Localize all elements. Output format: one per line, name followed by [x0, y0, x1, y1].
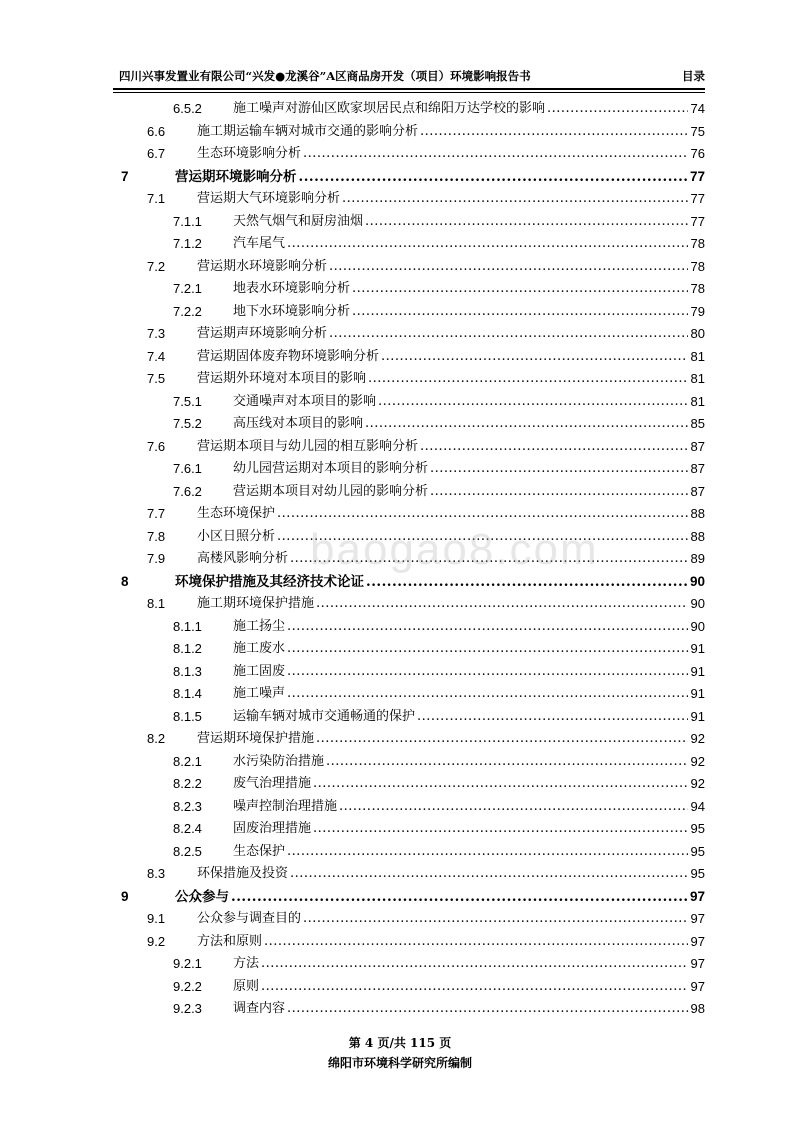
toc-entry[interactable]	[113, 301, 705, 324]
toc-entry-title: 水污染防治措施	[233, 753, 325, 769]
toc-entry[interactable]	[113, 256, 705, 279]
toc-entry-title: 公众参与调查目的	[197, 911, 302, 926]
toc-entry-page: 75	[690, 123, 705, 139]
toc-entry[interactable]	[113, 796, 705, 819]
toc-entry[interactable]	[113, 638, 705, 661]
toc-entry-number: 8.2.4	[173, 821, 202, 836]
toc-entry-page: 78	[690, 236, 705, 251]
toc-dot-leader	[287, 233, 688, 256]
toc-dot-leader	[430, 458, 688, 481]
toc-entry-title: 高楼风影响分析	[197, 551, 289, 566]
toc-dot-leader	[287, 683, 688, 706]
toc-entry-page: 90	[689, 573, 705, 589]
toc-entry-title: 营运期本项目对幼儿园的影响分析	[233, 483, 429, 499]
toc-dot-leader	[547, 98, 688, 121]
toc-entry-number: 7.2.1	[173, 281, 202, 296]
toc-entry-title: 营运期本项目与幼儿园的相互影响分析	[197, 438, 419, 454]
toc-entry-title: 施工噪声	[233, 686, 286, 701]
toc-entry[interactable]	[113, 593, 705, 616]
toc-dot-leader	[430, 481, 688, 504]
toc-entry-number: 7.1	[147, 191, 166, 206]
toc-entry-page: 87	[690, 438, 705, 454]
toc-dot-leader	[287, 998, 688, 1021]
toc-dot-leader	[287, 841, 688, 864]
toc-entry-page: 81	[690, 393, 705, 409]
toc-entry-title: 方法	[233, 956, 260, 971]
toc-entry-number: 7.6.1	[173, 461, 202, 476]
toc-entry[interactable]	[113, 908, 705, 931]
toc-dot-leader	[316, 593, 688, 616]
toc-entry[interactable]	[113, 683, 705, 706]
toc-dot-leader	[417, 706, 688, 729]
toc-entry-page: 97	[690, 933, 705, 949]
toc-entry-title: 施工扬尘	[233, 618, 286, 634]
toc-entry-number: 6.7	[147, 146, 166, 161]
toc-entry[interactable]	[113, 998, 705, 1021]
toc-entry[interactable]	[113, 368, 705, 391]
toc-entry[interactable]	[113, 233, 705, 256]
page-header	[113, 68, 705, 88]
toc-dot-leader	[299, 166, 687, 189]
toc-entry[interactable]	[113, 121, 705, 144]
toc-entry-number: 8.2.1	[173, 753, 202, 769]
toc-dot-leader	[420, 121, 688, 144]
toc-entry-title: 高压线对本项目的影响	[233, 416, 364, 431]
toc-entry[interactable]	[113, 976, 705, 999]
toc-entry-page: 90	[690, 618, 705, 634]
toc-entry-page: 97	[690, 911, 705, 926]
toc-entry-page: 77	[690, 213, 705, 229]
toc-entry-title: 交通噪声对本项目的影响	[233, 393, 377, 409]
toc-dot-leader	[329, 256, 688, 279]
toc-entry-title: 施工噪声对游仙区欧家坝居民点和绵阳万达学校的影响	[233, 101, 546, 116]
toc-entry[interactable]	[113, 818, 705, 841]
toc-entry-page: 95	[690, 843, 705, 859]
toc-entry-title: 噪声控制治理措施	[233, 798, 338, 814]
toc-entry-page: 79	[690, 303, 705, 319]
toc-entry-number: 8.2.2	[173, 776, 202, 791]
toc-entry-number: 8.1.1	[173, 618, 202, 634]
toc-entry-title: 幼儿园营运期对本项目的影响分析	[233, 461, 429, 476]
toc-entry-number: 8.1.4	[173, 686, 202, 701]
toc-entry[interactable]	[113, 391, 705, 414]
toc-dot-leader	[381, 346, 688, 369]
toc-entry[interactable]	[113, 728, 705, 751]
toc-entry-page: 87	[690, 461, 705, 476]
toc-dot-leader	[303, 908, 688, 931]
footer-page-info: 第 4 页/共 115 页	[348, 1036, 452, 1050]
toc-dot-leader	[368, 368, 688, 391]
toc-entry-title: 生态保护	[233, 843, 286, 859]
toc-entry-number: 7.2.2	[173, 303, 202, 319]
toc-dot-leader	[287, 616, 688, 639]
toc-entry[interactable]	[113, 346, 705, 369]
toc-entry-page: 90	[690, 596, 705, 611]
toc-dot-leader	[261, 976, 688, 999]
toc-entry[interactable]	[113, 413, 705, 436]
toc-entry-number: 9.1	[147, 911, 166, 926]
toc-entry-page: 91	[690, 686, 705, 701]
toc-entry-title: 营运期环境影响分析	[175, 168, 297, 185]
toc-entry-title: 营运期声环境影响分析	[197, 326, 328, 341]
toc-dot-leader	[287, 638, 688, 661]
toc-entry-number: 7.2	[147, 258, 166, 274]
toc-dot-leader	[287, 661, 688, 684]
toc-entry[interactable]	[113, 188, 705, 211]
toc-entry[interactable]	[113, 751, 705, 774]
header-rule-thin	[113, 92, 705, 93]
toc-dot-leader	[313, 818, 688, 841]
toc-entry-page: 87	[690, 483, 705, 499]
toc-entry[interactable]	[113, 503, 705, 526]
toc-entry-number: 8.2.5	[173, 843, 202, 859]
toc-entry-page: 77	[689, 168, 705, 184]
toc-entry-page: 91	[690, 663, 705, 679]
toc-entry-title: 施工固废	[233, 663, 286, 679]
toc-entry-title: 地表水环境影响分析	[233, 281, 351, 296]
toc-entry-title: 运输车辆对城市交通畅通的保护	[233, 708, 416, 724]
toc-dot-leader	[326, 751, 688, 774]
toc-entry-number: 8.2.3	[173, 798, 202, 814]
toc-entry-title: 天然气烟气和厨房油烟	[233, 213, 364, 229]
toc-entry-number: 8.1	[147, 596, 166, 611]
footer-org: 绵阳市环境科学研究所编制	[327, 1056, 472, 1070]
toc-entry-page: 81	[690, 371, 705, 386]
toc-entry-number: 7.6	[147, 438, 166, 454]
toc-entry-number: 8.3	[147, 866, 166, 881]
toc-dot-leader	[264, 931, 688, 954]
toc-entry-title: 公众参与	[175, 888, 229, 905]
toc-entry[interactable]	[113, 616, 705, 639]
toc-entry-page: 88	[690, 506, 705, 521]
toc-entry-number: 9.2.2	[173, 978, 202, 994]
toc-entry[interactable]	[113, 278, 705, 301]
toc-entry-number: 9	[121, 888, 129, 904]
toc-entry-title: 小区日照分析	[197, 528, 276, 544]
toc-entry-number: 7.3	[147, 326, 166, 341]
toc-dot-leader	[329, 323, 688, 346]
toc-entry[interactable]	[113, 661, 705, 684]
toc-entry-title: 汽车尾气	[233, 236, 286, 251]
toc-entry[interactable]	[113, 931, 705, 954]
toc-entry-title: 原则	[233, 978, 260, 994]
toc-entry-title: 生态环境保护	[197, 506, 276, 521]
header-section: 目录	[682, 69, 705, 83]
toc-entry-number: 9.2.1	[173, 956, 202, 971]
toc-entry-title: 方法和原则	[197, 933, 263, 949]
toc-entry-number: 7	[121, 168, 129, 184]
toc-entry-number: 7.1.1	[173, 213, 202, 229]
toc-entry-title: 营运期大气环境影响分析	[197, 191, 341, 206]
toc-entry-page: 74	[690, 101, 705, 116]
toc-entry-page: 92	[690, 776, 705, 791]
toc-dot-leader	[290, 863, 688, 886]
toc-entry-title: 施工废水	[233, 641, 286, 656]
toc-entry-page: 76	[690, 146, 705, 161]
toc-entry-number: 7.1.2	[173, 236, 202, 251]
toc-entry[interactable]	[113, 863, 705, 886]
toc-entry-title: 营运期外环境对本项目的影响	[197, 371, 367, 386]
toc-entry-page: 89	[690, 551, 705, 566]
toc-entry-number: 6.5.2	[173, 101, 202, 116]
toc-entry-title: 废气治理措施	[233, 776, 312, 791]
toc-entry[interactable]	[113, 886, 705, 909]
toc-dot-leader	[303, 143, 688, 166]
toc-entry-title: 营运期固体废弃物环境影响分析	[197, 348, 380, 364]
toc-entry[interactable]	[113, 98, 705, 121]
toc-entry-page: 77	[690, 191, 705, 206]
toc-entry-number: 7.5	[147, 371, 166, 386]
toc-entry-page: 92	[690, 731, 705, 746]
toc-entry-number: 8.1.2	[173, 641, 202, 656]
toc-dot-leader	[231, 886, 687, 909]
toc-entry[interactable]	[113, 211, 705, 234]
toc-entry-page: 80	[690, 326, 705, 341]
toc-entry-page: 94	[690, 798, 705, 814]
toc-entry[interactable]	[113, 773, 705, 796]
toc-entry-title: 固废治理措施	[233, 821, 312, 836]
toc-entry-page: 78	[690, 258, 705, 274]
toc-dot-leader	[342, 188, 688, 211]
toc-dot-leader	[378, 391, 688, 414]
toc-entry-number: 8.1.3	[173, 663, 202, 679]
toc-dot-leader	[365, 413, 688, 436]
toc-dot-leader	[365, 211, 688, 234]
toc-entry-page: 78	[690, 281, 705, 296]
toc-entry-title: 营运期水环境影响分析	[197, 258, 328, 274]
toc-entry-number: 6.6	[147, 123, 166, 139]
toc-entry-page: 85	[690, 416, 705, 431]
toc-entry-page: 97	[689, 888, 705, 904]
toc-dot-leader	[316, 728, 688, 751]
toc-entry-title: 调查内容	[233, 1001, 286, 1016]
toc-entry-number: 9.2	[147, 933, 166, 949]
toc-entry-title: 施工期环境保护措施	[197, 596, 315, 611]
toc-dot-leader	[352, 278, 688, 301]
toc-entry[interactable]	[113, 166, 705, 189]
toc-entry-page: 88	[690, 528, 705, 544]
toc-entry-page: 95	[690, 821, 705, 836]
toc-entry[interactable]	[113, 706, 705, 729]
toc-entry-page: 92	[690, 753, 705, 769]
toc-entry-title: 环保措施及投资	[197, 866, 289, 881]
toc-entry-title: 地下水环境影响分析	[233, 303, 351, 319]
toc-entry[interactable]	[113, 458, 705, 481]
toc-entry-number: 7.6.2	[173, 483, 202, 499]
toc-entry-number: 9.2.3	[173, 1001, 202, 1016]
toc-dot-leader	[352, 301, 688, 324]
header-title: 四川兴事发置业有限公司“兴发●龙溪谷”A区商品房开发（项目）环境影响报告书	[119, 69, 531, 83]
watermark: baogao8.com	[310, 525, 599, 574]
toc-entry-page: 91	[690, 641, 705, 656]
toc-entry-number: 7.5.2	[173, 416, 202, 431]
header-rule-thick	[113, 88, 705, 90]
toc-entry[interactable]	[113, 953, 705, 976]
toc-entry-title: 营运期环境保护措施	[197, 731, 315, 746]
toc-entry-page: 81	[690, 348, 705, 364]
toc-entry-number: 8.1.5	[173, 708, 202, 724]
toc-entry-number: 8	[121, 573, 129, 589]
toc-entry-number: 7.7	[147, 506, 166, 521]
toc-entry-title: 生态环境影响分析	[197, 146, 302, 161]
toc-entry-title: 环境保护措施及其经济技术论证	[175, 573, 364, 590]
toc-dot-leader	[277, 503, 688, 526]
toc-entry-page: 97	[690, 978, 705, 994]
toc-dot-leader	[420, 436, 688, 459]
toc-entry-page: 95	[690, 866, 705, 881]
toc-entry[interactable]	[113, 481, 705, 504]
toc-entry[interactable]	[113, 323, 705, 346]
toc-entry-title: 施工期运输车辆对城市交通的影响分析	[197, 123, 419, 139]
toc-entry-page: 97	[690, 956, 705, 971]
toc-dot-leader	[313, 773, 688, 796]
toc-entry-number: 7.5.1	[173, 393, 202, 409]
toc-dot-leader	[261, 953, 688, 976]
toc-entry[interactable]	[113, 143, 705, 166]
toc-entry[interactable]	[113, 841, 705, 864]
toc-entry-number: 7.4	[147, 348, 166, 364]
toc-entry[interactable]	[113, 436, 705, 459]
toc-entry-number: 7.9	[147, 551, 166, 566]
toc-entry-number: 7.8	[147, 528, 166, 544]
toc-entry-page: 91	[690, 708, 705, 724]
toc-entry-number: 8.2	[147, 731, 166, 746]
toc-entry-page: 98	[690, 1001, 705, 1016]
toc-dot-leader	[339, 796, 688, 819]
